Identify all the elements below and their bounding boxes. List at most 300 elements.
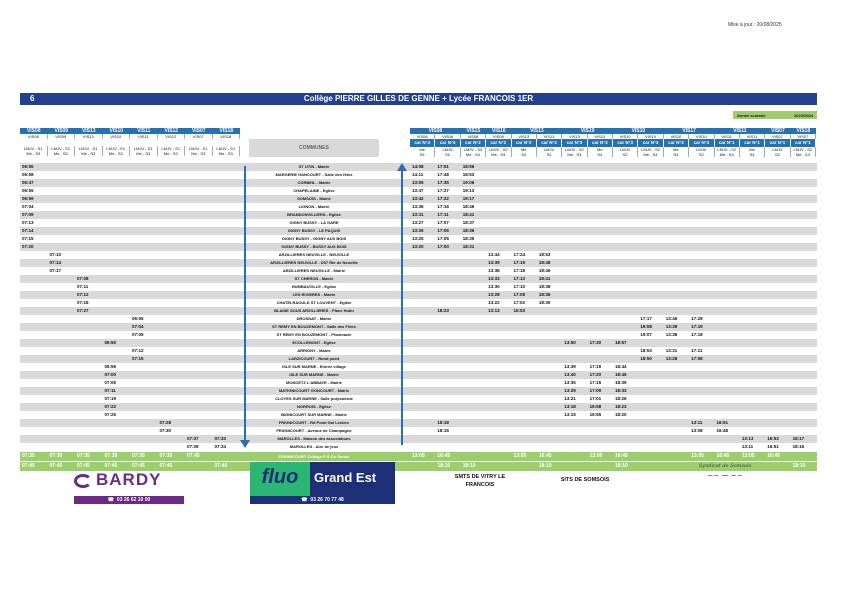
time-cell: [486, 227, 511, 235]
right-times: [410, 387, 816, 395]
phone-icon: ☎: [301, 497, 308, 503]
time-cell: [689, 243, 714, 251]
table-row: [20, 395, 817, 403]
time-cell: [130, 395, 158, 403]
time-cell: [638, 211, 663, 219]
time-cell: 18:39: [615, 380, 627, 385]
spacer: [379, 331, 410, 339]
time-cell: [512, 395, 537, 403]
time-cell: [765, 427, 790, 435]
time-cell: 17:11: [691, 348, 703, 353]
right-times: [410, 395, 816, 403]
time-cell: [435, 275, 460, 283]
time-cell: [103, 219, 131, 227]
time-cell: [638, 411, 663, 419]
spacer: [379, 387, 410, 395]
time-cell: [588, 315, 613, 323]
time-cell: [689, 251, 714, 259]
time-cell: [486, 179, 511, 187]
table-row: [20, 371, 817, 379]
time-cell: 06:55: [22, 164, 34, 169]
spacer: [379, 227, 410, 235]
commune-name: GIGNY BUSSY - LA GARE: [289, 220, 339, 225]
table-row: [20, 443, 817, 451]
time-cell: 17:19: [589, 364, 602, 369]
time-cell: 13:15: [564, 412, 576, 417]
time-cell: [213, 395, 241, 403]
time-cell: [48, 275, 76, 283]
right-times: [410, 211, 816, 219]
time-cell: 07:40: [214, 463, 228, 469]
time-cell: [689, 267, 714, 275]
time-cell: [765, 363, 790, 371]
time-cell: 17:51: [437, 164, 449, 169]
time-cell: [588, 171, 613, 179]
table-row: [20, 171, 817, 179]
spacer: [379, 363, 410, 371]
time-cell: [130, 219, 158, 227]
time-cell: [103, 419, 131, 427]
right-times: [410, 243, 816, 251]
spacer: [379, 315, 410, 323]
table-row: [20, 243, 817, 251]
time-cell: [791, 419, 816, 427]
time-cell: [715, 323, 740, 331]
time-cell: [791, 187, 816, 195]
time-cell: [537, 371, 562, 379]
time-cell: [638, 235, 663, 243]
time-cell: 17:28: [691, 316, 703, 321]
time-cell: [613, 355, 638, 363]
time-cell: [664, 163, 689, 171]
time-cell: [103, 283, 131, 291]
time-cell: [638, 267, 663, 275]
right-service-code: VIS07: [791, 134, 816, 139]
right-service-header: VIS15: [461, 128, 486, 134]
time-cell: [664, 179, 689, 187]
time-cell: 16:45: [437, 453, 451, 459]
signature-text: Syndicat de Somsois: [698, 463, 752, 469]
time-cell: [213, 387, 241, 395]
time-cell: [103, 235, 131, 243]
commune-name: FRIGNICOURT Collège P G De Genne: [278, 454, 350, 459]
time-cell: [537, 419, 562, 427]
time-cell: [486, 331, 511, 339]
right-car-label: car N°4: [410, 139, 435, 147]
left-times: [20, 443, 240, 451]
commune-name: LIGNON - Mairie: [298, 204, 330, 209]
time-cell: [158, 235, 186, 243]
right-car-label: car N°2: [461, 139, 486, 147]
time-cell: [588, 251, 613, 259]
right-car-label: car N°4: [435, 139, 460, 147]
table-row: [20, 195, 817, 203]
right-service-code: VIS10: [689, 134, 714, 139]
update-note: Mise à jour : 20/08/2025: [728, 22, 782, 28]
time-cell: [410, 339, 435, 347]
time-cell: 16:45: [767, 453, 781, 459]
time-cell: [48, 315, 76, 323]
time-cell: [75, 315, 103, 323]
time-cell: [185, 307, 213, 315]
time-cell: [130, 299, 158, 307]
time-cell: 17:24: [513, 252, 526, 257]
right-times: [410, 411, 816, 419]
time-cell: [512, 315, 537, 323]
left-times: [20, 219, 240, 227]
time-cell: 18:10: [792, 463, 806, 469]
left-days-top: LMJV - S1: [185, 146, 213, 151]
time-cell: [130, 363, 158, 371]
time-cell: [588, 443, 613, 451]
spacer: [379, 395, 410, 403]
time-cell: [130, 411, 158, 419]
time-cell: [791, 299, 816, 307]
time-cell: 18:10: [615, 463, 628, 469]
time-cell: [103, 227, 131, 235]
smts-vitry-label: SMTS DE VITRY LE FRANCOIS: [454, 474, 506, 488]
time-cell: [185, 355, 213, 363]
time-cell: [562, 355, 587, 363]
time-cell: [461, 411, 486, 419]
time-cell: [537, 227, 562, 235]
time-cell: [664, 387, 689, 395]
time-cell: [791, 323, 816, 331]
time-cell: [715, 211, 740, 219]
time-cell: 18:56: [462, 164, 475, 169]
right-service-code: VIS11: [740, 134, 765, 139]
time-cell: [638, 299, 663, 307]
right-days-top: Me: [740, 147, 765, 152]
left-times: [20, 315, 240, 323]
time-cell: 07:05: [132, 332, 144, 337]
right-times: [410, 291, 816, 299]
time-cell: 13:47: [412, 188, 424, 193]
time-cell: [486, 411, 511, 419]
time-cell: [461, 267, 486, 275]
table-row: [20, 339, 817, 347]
time-cell: [213, 251, 241, 259]
time-cell: [765, 283, 790, 291]
time-cell: 18:48: [538, 260, 551, 265]
time-cell: [486, 403, 511, 411]
time-cell: [185, 283, 213, 291]
time-cell: [765, 419, 790, 427]
right-days-bottom: Me - S4: [562, 152, 587, 157]
time-cell: [689, 235, 714, 243]
time-cell: [75, 411, 103, 419]
time-cell: [410, 331, 435, 339]
time-cell: [75, 211, 103, 219]
time-cell: [562, 219, 587, 227]
right-service-code: VIS08: [461, 134, 486, 139]
time-cell: [613, 219, 638, 227]
time-cell: [715, 363, 740, 371]
time-cell: [213, 323, 241, 331]
time-cell: 13:31: [665, 348, 678, 353]
right-days-top: LMJV: [689, 147, 714, 152]
time-cell: [486, 452, 511, 461]
time-cell: 18:17: [792, 436, 805, 441]
left-times: [20, 251, 240, 259]
time-cell: [75, 403, 103, 411]
time-cell: [765, 403, 790, 411]
time-cell: [689, 179, 714, 187]
time-cell: 18:30: [538, 300, 551, 305]
time-cell: [562, 187, 587, 195]
time-cell: [185, 462, 213, 471]
time-cell: [791, 203, 816, 211]
right-days-bottom: Me - S4: [791, 152, 816, 157]
left-service-code: VIS12: [158, 134, 186, 139]
time-cell: [48, 283, 76, 291]
time-cell: [689, 379, 714, 387]
time-cell: [791, 251, 816, 259]
time-cell: [185, 339, 213, 347]
time-cell: [213, 171, 241, 179]
time-cell: [48, 243, 76, 251]
time-cell: [588, 307, 613, 315]
time-cell: 07:11: [104, 388, 116, 393]
time-cell: [75, 435, 103, 443]
time-cell: [75, 395, 103, 403]
time-cell: [20, 323, 48, 331]
time-cell: [486, 243, 511, 251]
right-days-top: LMJV - S2: [791, 147, 816, 152]
time-cell: [537, 195, 562, 203]
time-cell: [512, 323, 537, 331]
right-service-code: VIS10: [638, 134, 663, 139]
time-cell: [185, 299, 213, 307]
time-cell: [740, 355, 765, 363]
time-cell: [512, 443, 537, 451]
time-cell: [130, 203, 158, 211]
time-cell: [461, 347, 486, 355]
time-cell: [20, 427, 48, 435]
time-cell: [185, 235, 213, 243]
left-times: [20, 227, 240, 235]
time-cell: [461, 315, 486, 323]
time-cell: [158, 339, 186, 347]
time-cell: [185, 371, 213, 379]
left-days-top: LMJV - S1: [130, 146, 158, 151]
time-cell: [613, 187, 638, 195]
time-cell: [213, 283, 241, 291]
time-cell: [537, 403, 562, 411]
time-cell: [740, 427, 765, 435]
time-cell: 19:13: [462, 188, 475, 193]
time-cell: [410, 435, 435, 443]
time-cell: [48, 435, 76, 443]
time-cell: 18:53: [640, 348, 652, 353]
time-cell: [791, 371, 816, 379]
left-days-bottom: Me - S3: [213, 151, 241, 156]
right-times: [410, 427, 816, 435]
time-cell: [75, 251, 103, 259]
time-cell: [689, 291, 714, 299]
time-cell: 07:35: [49, 453, 63, 459]
time-cell: [562, 419, 587, 427]
time-cell: [740, 211, 765, 219]
time-cell: [613, 435, 638, 443]
time-cell: [588, 187, 613, 195]
time-cell: 07:19: [104, 396, 117, 401]
time-cell: 18:53: [538, 252, 551, 257]
left-times: [20, 387, 240, 395]
commune-name: BIGNICOURT SUR MARNE - Mairie: [281, 412, 347, 417]
spacer: [379, 219, 410, 227]
time-cell: [20, 403, 48, 411]
time-cell: 13:05: [412, 453, 425, 459]
time-cell: [791, 195, 816, 203]
time-cell: [75, 339, 103, 347]
right-times: [410, 227, 816, 235]
time-cell: [562, 235, 587, 243]
time-cell: [537, 171, 562, 179]
time-cell: [588, 195, 613, 203]
time-cell: [461, 307, 486, 315]
right-days-top: LMJV - S2: [562, 147, 587, 152]
time-cell: [48, 163, 76, 171]
time-cell: [562, 171, 587, 179]
time-cell: [213, 235, 241, 243]
time-cell: [130, 419, 158, 427]
time-cell: [410, 355, 435, 363]
time-cell: [638, 179, 663, 187]
time-cell: [213, 227, 241, 235]
time-cell: [213, 219, 241, 227]
time-cell: [613, 291, 638, 299]
time-cell: 06:59: [22, 196, 34, 201]
time-cell: [765, 211, 790, 219]
time-cell: [791, 179, 816, 187]
time-cell: [715, 347, 740, 355]
left-service-code: VIS11: [130, 134, 158, 139]
time-cell: [48, 379, 76, 387]
time-cell: [765, 299, 790, 307]
bardy-logo: [74, 468, 184, 496]
commune-name: FRIGNICOURT - Avenue de Champagne: [276, 428, 352, 433]
right-car-label: car N°3: [588, 139, 613, 147]
time-cell: [103, 179, 131, 187]
time-cell: 13:28: [488, 292, 500, 297]
right-car-label: car N°2: [537, 139, 562, 147]
time-cell: [613, 275, 638, 283]
time-cell: [48, 347, 76, 355]
time-cell: [588, 331, 613, 339]
right-days-bottom: S2: [435, 152, 460, 157]
time-cell: [158, 171, 186, 179]
time-cell: [130, 163, 158, 171]
time-cell: 06:58: [22, 172, 34, 177]
time-cell: [185, 427, 213, 435]
time-cell: [130, 403, 158, 411]
time-cell: [48, 387, 76, 395]
time-cell: [613, 211, 638, 219]
time-cell: [638, 219, 663, 227]
time-cell: 07:10: [49, 252, 62, 257]
table-row: [20, 211, 817, 219]
spacer: [240, 452, 249, 461]
time-cell: [562, 427, 587, 435]
time-cell: 17:08: [513, 292, 526, 297]
time-cell: [613, 171, 638, 179]
time-cell: 13:31: [412, 212, 424, 217]
time-cell: [638, 291, 663, 299]
time-cell: [130, 243, 158, 251]
time-cell: [158, 219, 186, 227]
time-cell: [158, 227, 186, 235]
commune-name: ST UTIN - Mairie: [298, 164, 330, 169]
time-cell: [461, 259, 486, 267]
time-cell: [765, 187, 790, 195]
time-cell: 17:11: [437, 212, 449, 217]
time-cell: [512, 435, 537, 443]
bardy-name: BARDY: [96, 470, 162, 489]
right-service-code: VIS08: [435, 134, 460, 139]
time-cell: 13:50: [564, 340, 576, 345]
time-cell: 17:48: [437, 172, 449, 177]
time-cell: [562, 211, 587, 219]
right-times: [410, 371, 816, 379]
time-cell: [765, 203, 790, 211]
time-cell: [715, 395, 740, 403]
spacer: [379, 251, 410, 259]
time-cell: [158, 395, 186, 403]
time-cell: [410, 395, 435, 403]
time-cell: [435, 411, 460, 419]
time-cell: [588, 435, 613, 443]
time-cell: [537, 347, 562, 355]
time-cell: [48, 371, 76, 379]
time-cell: [20, 443, 48, 451]
time-cell: 18:15: [437, 428, 449, 433]
time-cell: 13:29: [564, 388, 576, 393]
time-cell: [537, 243, 562, 251]
left-times: [20, 283, 240, 291]
time-cell: [103, 443, 131, 451]
time-cell: [765, 323, 790, 331]
time-cell: [410, 299, 435, 307]
time-cell: [185, 411, 213, 419]
sits-somsois-label: SITS DE SOMSOIS: [560, 477, 610, 483]
time-cell: [461, 339, 486, 347]
left-days-top: LMJV - S1: [48, 146, 76, 151]
time-cell: [588, 163, 613, 171]
time-cell: [740, 299, 765, 307]
time-cell: [715, 331, 740, 339]
time-cell: [158, 411, 186, 419]
left-days-top: LMJV - S1: [213, 146, 241, 151]
time-cell: [537, 203, 562, 211]
time-cell: 18:10: [437, 463, 451, 469]
right-days-top: Me: [410, 147, 435, 152]
time-cell: 13:13: [741, 436, 754, 441]
right-times: [410, 171, 816, 179]
school-year-label: Année scolaire: [737, 112, 766, 118]
time-cell: [613, 243, 638, 251]
right-service-header: VIS11: [715, 128, 766, 134]
time-cell: 07:35: [132, 453, 145, 459]
time-cell: [638, 243, 663, 251]
right-times: [410, 163, 816, 171]
spacer: [379, 283, 410, 291]
time-cell: [103, 267, 131, 275]
spacer: [240, 462, 249, 471]
time-cell: 18:23: [615, 404, 627, 409]
table-row: [20, 427, 817, 435]
time-cell: [638, 435, 663, 443]
